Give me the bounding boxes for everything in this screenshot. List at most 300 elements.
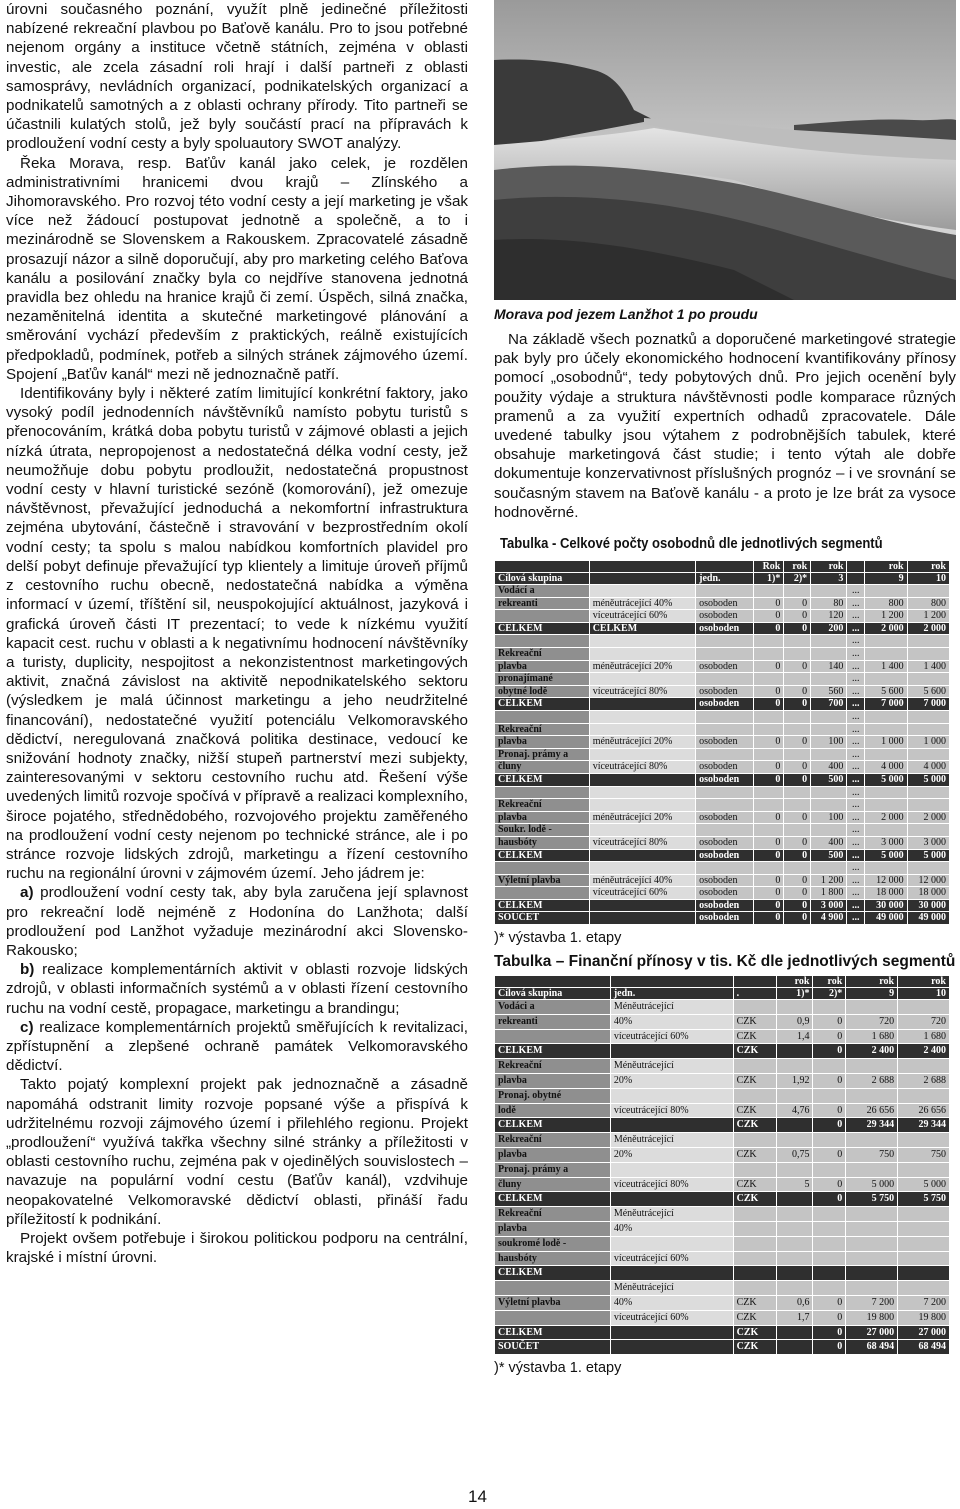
table-cell: osoboden [696,660,754,673]
table-cell: 1 800 [811,887,847,900]
table-cell: 1 200 [907,610,949,623]
table-cell [495,786,590,799]
table-cell [898,1133,950,1148]
table-row [495,1251,950,1266]
table-cell: ... [847,648,865,661]
table-cell [784,799,811,812]
table-cell: CELKEM [495,1192,611,1207]
table-cell: 20% [610,1148,733,1163]
table-cell [784,824,811,837]
table-cell [865,585,907,598]
table-cell [696,786,754,799]
table-cell: CELKEM [495,1118,611,1133]
table-cell: Rekreační [495,1059,611,1074]
table-cell: ... [847,862,865,875]
table-cell [784,786,811,799]
table-cell [776,1207,813,1222]
table-cell [610,1118,733,1133]
paragraph-3: Identifikovány byly i některé zatím limitující konkrétní faktory, jako vysoký podíl jednodenních návštěvníků namísto pobytu turistů s přenocováním, krátká doba pobytu turistů v zájmové oblasti a jejich nízká útrata, nepropojenost a nedostatečná délka vodní cesty, jež neumožňuje dobu pobytu prodloužit, nedostatečná propustnost vodní cesty v hlavní turistické sezóně (komorování), jež omezuje návštěvnost, převažující jednoduchá a nekomfortní infrastruktura zejména ubytování, částečně i stravování v bezprostředním okolí vodní cesty; ta spolu s malou nabídkou komfortních plavidel pro delší pobyt definuje převažující typ klientely a limituje úroveň příjmů z cestovního ruchu obecně, nedostatečná nabídka a výměna informací v území, tříštění sil, neuspokojující aktuálnost, jazyková i grafická úroveň části IT prezentací; to vede k nízkému využití kapacit cest. ruchu v oblasti a k negativnímu hodnocení návštěvníky a turisty, duplicity, nespojitost a nekonzistentnost marketingových aktivit, značná závislost na aktivitě nepodnikatelského sektoru (výsledkem je malá účinnost marketingu a jeho neudržitelné financování), nedostatečné využití potenciálu Velkomoravského dědictví, neregulovaná značková politika destinace, vedoucí ke snižování hodnoty značky, nižší stupeň partnerství mezi subjekty, zainteresovanými v sektoru cestovního ruchu atd. Řešení výše uvedených limitů rozvoje spočívá v přípravě a realizaci komplexního, široce pojatého, střednědobého, rozvojového projektu zaměřeného na prodloužení vodní cesty nejenom po technické stránce, ale i po stránce rozvoje lidských zdrojů, marketingu a řízení cestovního ruchu na regionální úrovni v zájmovém území. Jeho jádrem je: [6,385,468,883]
table-cell: osoboden [696,912,754,925]
table-row [495,887,950,900]
table-cell [907,710,949,723]
table-cell: 1 200 [865,610,907,623]
table-cell: 1 400 [865,660,907,673]
table-row [495,648,950,661]
table-cell: 12 000 [907,874,949,887]
table-cell [610,1162,733,1177]
table-cell [813,1207,846,1222]
table-row [495,1162,950,1177]
table-cell [846,1088,898,1103]
table-cell [898,1222,950,1237]
table-cell [589,849,695,862]
table-cell: 1 400 [907,660,949,673]
table-row [495,736,950,749]
table-cell: 400 [811,761,847,774]
table-cell: 1)* [776,988,813,1000]
table-cell: 0 [784,811,811,824]
table-cell: 100 [811,811,847,824]
table-cell [784,862,811,875]
table-cell: Méněutrácející [610,1207,733,1222]
table-cell [811,799,847,812]
table-cell [907,862,949,875]
list-item-b [6,960,468,1018]
table-cell: 4,76 [776,1103,813,1118]
table-cell: hausbóty [495,836,590,849]
left-column [6,0,468,1267]
table-cell: 26 656 [898,1103,950,1118]
table-cell: SOUČET [495,1340,611,1355]
table-cell: osoboden [696,698,754,711]
table-cell: 1 000 [865,736,907,749]
table-cell: 0 [753,874,783,887]
table-cell: 5 000 [865,773,907,786]
table-cell [696,748,754,761]
table-cell [898,1059,950,1074]
table-cell: osoboden [696,849,754,862]
table-cell: osoboden [696,899,754,912]
table-cell [898,1281,950,1296]
table-cell [907,799,949,812]
table-cell [898,1251,950,1266]
table-cell: CZK [733,1340,776,1355]
table-cell: víceutrácející 80% [589,761,695,774]
table-cell [696,673,754,686]
table-row [495,1000,950,1015]
table-cell: 0,6 [776,1296,813,1311]
table-row [495,1192,950,1207]
table-cell: Pronaj. prámy a [495,1162,611,1177]
table-cell [733,1281,776,1296]
table-cell [907,748,949,761]
table-cell: 500 [811,849,847,862]
table-row [495,597,950,610]
table-cell: 1,7 [776,1310,813,1325]
table-cell: ... [847,849,865,862]
table-cell [776,1059,813,1074]
table-cell: 2 688 [898,1074,950,1089]
table-cell: 400 [811,836,847,849]
table-cell [733,976,776,988]
table-cell: 5 000 [907,849,949,862]
table-cell [811,648,847,661]
table-cell: rok [898,976,950,988]
table-cell [753,748,783,761]
table-cell [733,1266,776,1281]
table-row [495,723,950,736]
table-cell: CZK [733,1192,776,1207]
table-cell [776,1118,813,1133]
table-row [495,824,950,837]
table-row [495,1296,950,1311]
table-cell [696,648,754,661]
table-cell [784,673,811,686]
table-cell: 68 494 [846,1340,898,1355]
paragraph-1: úrovni současného poznání, využít plně jedinečné příležitosti nabízené rekreační plavbou po Baťově kanálu. Pro to jsou potřebné nejenom orgány a instituce včetně státních, zejména v oblasti investic, ale zcela zásadní roli hrají i další partneři z oblasti samosprávy, nevládních organizací, podnikatelských organizací a podnikatelů samotných a z oblasti ochrany přírody. Tito partneři se účastnili kulatých stolů, jež byly součástí prací na přípravách k prodloužení vodní cesty a byly spoluautory SWOT analýzy. [6,1,468,153]
table-cell: ... [847,736,865,749]
table-cell: 800 [865,597,907,610]
table-cell [898,1207,950,1222]
table-cell: 3 [811,573,847,585]
table-cell: CZK [733,1296,776,1311]
table-cell [813,1281,846,1296]
table-cell: rok [865,561,907,573]
table-cell [733,1207,776,1222]
table-cell [846,1133,898,1148]
table-cell: 29 344 [898,1118,950,1133]
table-cell [495,635,590,648]
table-cell [846,1222,898,1237]
table-cell: Cílová skupina [495,573,590,585]
table-cell: ... [847,748,865,761]
table-cell [776,1340,813,1355]
table-cell [733,1251,776,1266]
right-text [494,330,956,522]
table-cell: 30 000 [907,899,949,912]
table-header-row [495,976,950,988]
table-cell: 0 [753,773,783,786]
table-cell [589,673,695,686]
table-cell: ... [847,710,865,723]
table-cell: 720 [846,1014,898,1029]
table-cell [811,748,847,761]
table-cell [733,1088,776,1103]
table-cell: ... [847,799,865,812]
table-cell: 0,75 [776,1148,813,1163]
table-cell [907,635,949,648]
table-cell: Výletní plavba [495,874,590,887]
table-cell [589,824,695,837]
table-cell: pronajímané [495,673,590,686]
table-cell: osoboden [696,874,754,887]
table-cell [753,635,783,648]
table-cell: 0 [784,660,811,673]
table-cell: Rekreační [495,1207,611,1222]
table-cell: osoboden [696,622,754,635]
table-cell: ... [847,723,865,736]
table-cell: 1,4 [776,1029,813,1044]
table-cell: 140 [811,660,847,673]
table-cell [733,1236,776,1251]
table-row [495,1148,950,1163]
table-cell: hausbóty [495,1251,611,1266]
table2-title: Tabulka – Finanční přínosy v tis. Kč dle jednotlivých segmentů [494,953,956,971]
table-cell [696,561,754,573]
table-cell: 26 656 [846,1103,898,1118]
table-cell [846,1281,898,1296]
table-cell: 0 [753,836,783,849]
table-cell: 0 [753,660,783,673]
table-cell: 720 [898,1014,950,1029]
table-cell: 0 [753,849,783,862]
table-cell: 0 [784,736,811,749]
table-cell: 68 494 [898,1340,950,1355]
table-row [495,899,950,912]
table-cell: CELKEM [589,622,695,635]
table-cell: CELKEM [495,1266,611,1281]
table-header-row [495,561,950,573]
table-cell: 0 [784,685,811,698]
table-cell: ... [847,811,865,824]
table-cell [776,1162,813,1177]
table-row [495,799,950,812]
table-cell [865,799,907,812]
table-row [495,1207,950,1222]
table-cell [784,723,811,736]
table-cell: osoboden [696,610,754,623]
table-cell: 0 [813,1177,846,1192]
table-cell: Pronaj. prámy a [495,748,590,761]
table-cell: Rekreační [495,723,590,736]
table-cell: ... [847,585,865,598]
table-cell: 7 200 [898,1296,950,1311]
table-cell [776,1251,813,1266]
table-cell: jedn. [610,988,733,1000]
table-cell: CZK [733,1074,776,1089]
table-cell: 0 [813,1192,846,1207]
table-cell: osoboden [696,736,754,749]
table-cell: méněutrácející 40% [589,597,695,610]
table-cell: CZK [733,1148,776,1163]
table-cell: 4 900 [811,912,847,925]
table-cell [811,862,847,875]
table-row [495,761,950,774]
table-cell: 1)* [753,573,783,585]
table-cell [589,648,695,661]
table-row [495,1281,950,1296]
table-row [495,1177,950,1192]
table-cell: 1 200 [811,874,847,887]
table-row [495,1325,950,1340]
table-cell: méněutrácející 20% [589,660,695,673]
table-row [495,773,950,786]
table-cell: 5 000 [865,849,907,862]
table-cell [776,1325,813,1340]
table-cell [898,1266,950,1281]
table-cell [776,1133,813,1148]
table-cell: Pronaj. obytné [495,1088,611,1103]
table-row [495,849,950,862]
table-cell: CELKEM [495,1044,611,1059]
list-item-a [6,883,468,960]
table-cell [753,862,783,875]
table-cell: Méněutrácející [610,1133,733,1148]
list-text-a: prodloužení vodní cesty tak, aby byla zaručena její splavnost pro rekreační lodě nejméně z Hodonína do Lanžhota; další prodloužení pod Lanžhot vyžaduje mezinárodní akci Slovensko-Rakousko; [6,884,468,959]
table-cell: lodě [495,1103,611,1118]
table-cell: 18 000 [865,887,907,900]
right-column [494,0,956,1376]
table-cell: 0 [784,849,811,862]
table-cell: 0 [813,1074,846,1089]
table-cell [813,1236,846,1251]
table-cell: osoboden [696,811,754,824]
table-cell: CELKEM [495,773,590,786]
table-cell [846,1266,898,1281]
table-cell: 0 [784,622,811,635]
table-cell [589,799,695,812]
table-cell: 2)* [784,573,811,585]
table-cell: 19 800 [846,1310,898,1325]
table-cell: 0 [813,1340,846,1355]
table-cell [776,1088,813,1103]
table-cell: osoboden [696,773,754,786]
table-cell: 20% [610,1074,733,1089]
table-cell: ... [847,874,865,887]
table-cell: CZK [733,1044,776,1059]
right-paragraph-1: Na základě všech poznatků a doporučené marketingové strategie pak byly pro účely ekonomického hodnocení kvantifikovány přínosy pomocí „osobodnů“, tedy pobytových dnů. Pro jejich ocenění byly použity výdaje a struktura návštěvnosti podle komparace různých pramenů a za využití expertních odhadů zpracovatele. Dále uvedené tabulky jsou výtahem z podrobnějších tabulek, které obsahuje marketingová část studie; i tento výtah ale dobře dokumentuje konzervativnost příslušných prognóz – i ve srovnání se současným stavem na Baťově kanálu - a proto je lze brát za vysoce hodnověrné. [494,331,956,521]
table-cell: 2 000 [865,811,907,824]
table-cell: 200 [811,622,847,635]
table-row [495,1103,950,1118]
table-cell: rekreanti [495,597,590,610]
table-cell [610,1044,733,1059]
table-cell: čluny [495,1177,611,1192]
table-cell: CELKEM [495,849,590,862]
table-cell [733,1000,776,1015]
table-cell: 49 000 [865,912,907,925]
table-cell [846,1000,898,1015]
table-row [495,912,950,925]
table-cell: 1 000 [907,736,949,749]
table-cell [589,862,695,875]
table-cell [865,673,907,686]
table-osobodny [494,560,950,925]
table-cell: 0 [813,1325,846,1340]
table-row [495,685,950,698]
table-cell: víceutrácející 80% [589,836,695,849]
table-cell: 0 [784,912,811,925]
table-cell [753,799,783,812]
table-cell [813,1088,846,1103]
table-cell: 0 [784,597,811,610]
table-cell: 1 680 [898,1029,950,1044]
table-cell: CELKEM [495,899,590,912]
table-cell: plavba [495,1074,611,1089]
table-cell: 0 [813,1044,846,1059]
table-cell [733,1133,776,1148]
table-cell [495,1281,611,1296]
table-cell: 2 688 [846,1074,898,1089]
table-cell: ... [847,673,865,686]
table-cell: 0 [813,1029,846,1044]
table-cell: Soukr. lodě - [495,824,590,837]
table-cell: 18 000 [907,887,949,900]
list-label-c: c) [20,1018,34,1036]
table-cell: 5 [776,1177,813,1192]
table-cell: méněutrácející 20% [589,811,695,824]
table-cell [733,1162,776,1177]
table-cell [495,887,590,900]
table-cell: 7 000 [907,698,949,711]
table-cell [898,1088,950,1103]
table-cell: 700 [811,698,847,711]
table-cell [696,710,754,723]
table-row [495,1029,950,1044]
table-cell: 0 [753,761,783,774]
table-cell: 5 000 [907,773,949,786]
table-cell [784,710,811,723]
table-cell [898,1236,950,1251]
table-cell [865,824,907,837]
table-cell [846,1162,898,1177]
table-cell: osoboden [696,685,754,698]
river-photo-image [494,0,956,300]
table-cell: CZK [733,1325,776,1340]
table-cell: 2 400 [898,1044,950,1059]
table-cell: rok [813,976,846,988]
table-cell [847,573,865,585]
table-cell [784,635,811,648]
table-row [495,610,950,623]
table-cell: 0 [784,761,811,774]
table-cell [776,1044,813,1059]
table-cell: 0 [753,610,783,623]
table-row [495,811,950,824]
table-cell: 5 750 [898,1192,950,1207]
table-cell [610,1236,733,1251]
list-label-a: a) [20,884,34,902]
table-header-row [495,573,950,585]
table-cell [776,1266,813,1281]
table-cell [610,1192,733,1207]
table-cell: ... [847,912,865,925]
table-cell: méněutrácející 40% [589,874,695,887]
table-cell: 750 [846,1148,898,1163]
table-cell: 2)* [813,988,846,1000]
table-cell: 29 344 [846,1118,898,1133]
table-cell: 800 [907,597,949,610]
table-cell: 12 000 [865,874,907,887]
table-cell [696,585,754,598]
table-cell: rok [907,561,949,573]
table-row [495,786,950,799]
table-cell: 10 [907,573,949,585]
list-text-c: realizace komplementárních projektů směřujících k revitalizaci, zpřístupnění a zlepšené ochraně památek Velkomoravského dědictví. [6,1018,468,1075]
table-cell [589,786,695,799]
photo-caption: Morava pod jezem Lanžhot 1 po proudu [494,306,758,322]
table-cell: ... [847,887,865,900]
table-cell: ... [847,836,865,849]
table-cell: 0 [813,1296,846,1311]
table-cell [495,976,611,988]
table-row [495,1014,950,1029]
table-cell [846,1059,898,1074]
table-cell: víceutrácející 80% [589,685,695,698]
table-cell: 10 [898,988,950,1000]
table-cell: 0 [813,1148,846,1163]
table-cell [811,585,847,598]
